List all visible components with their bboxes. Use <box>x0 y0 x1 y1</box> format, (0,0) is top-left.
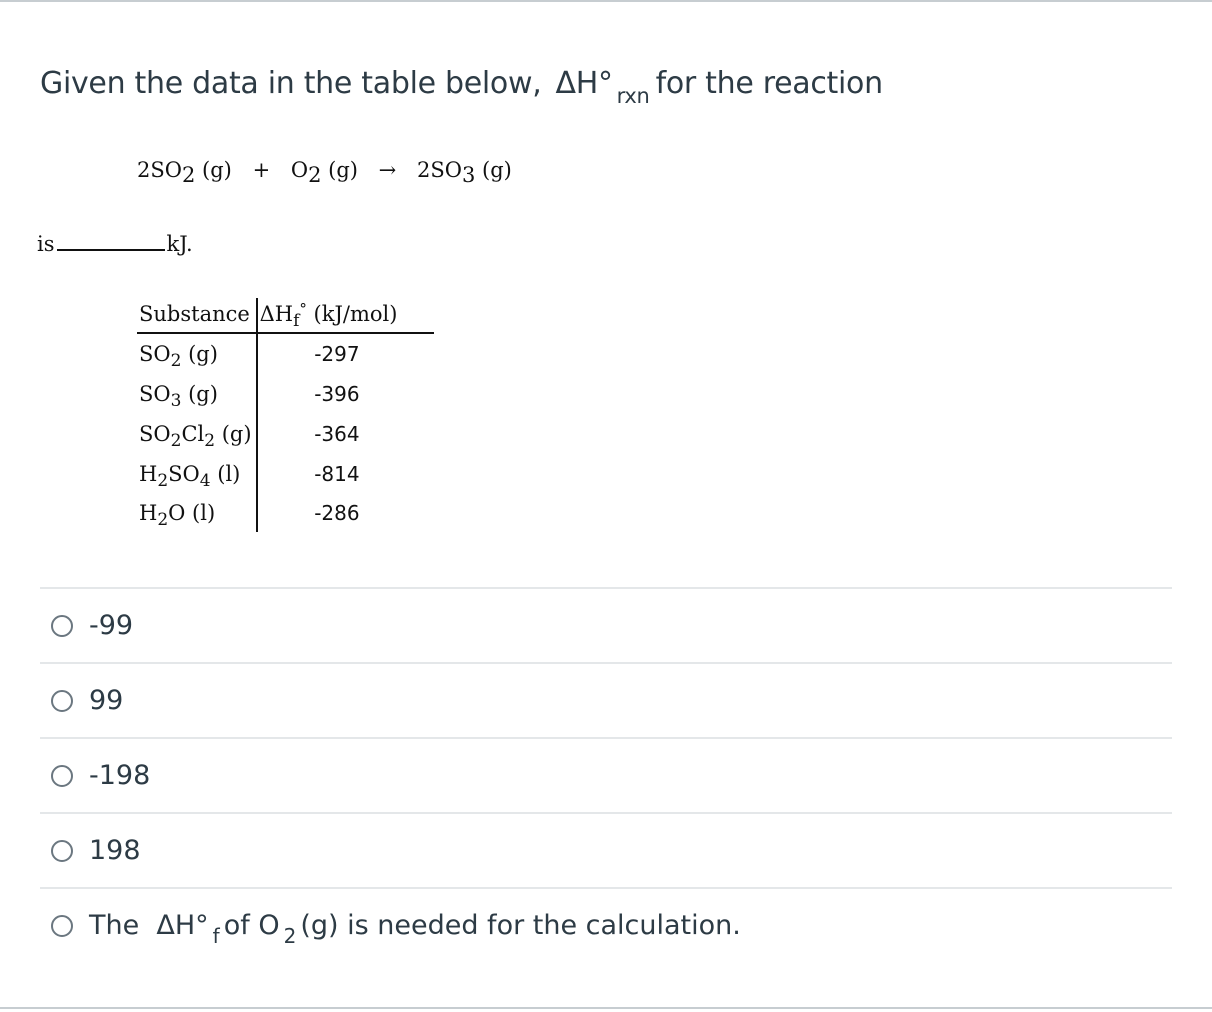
formula-part: O <box>168 501 186 525</box>
reactant2-state: (g) <box>328 158 358 182</box>
question-text <box>40 66 883 108</box>
answer-label[interactable] <box>89 910 741 948</box>
formula-state: (g) <box>181 382 218 406</box>
blank-prefix: is <box>37 232 55 256</box>
product: 2SO <box>416 158 462 182</box>
formula-subscript: 3 <box>170 391 182 411</box>
table-row <box>137 333 434 374</box>
header-enthalpy <box>257 298 434 333</box>
delta-h-symbol: ΔH° <box>555 66 613 101</box>
rxn-subscript: rxn <box>616 84 650 108</box>
formula-subscript: 2 <box>204 431 216 451</box>
enthalpy-value: -814 <box>257 454 434 494</box>
answer-choices <box>40 587 1172 962</box>
table-row <box>137 414 434 454</box>
question-prefix: Given the data in the table below, <box>40 66 542 101</box>
substance-cell <box>137 414 257 454</box>
enthalpy-value: -364 <box>257 414 434 454</box>
plus-sign: + <box>252 158 271 182</box>
enthalpy-value: -297 <box>257 333 434 374</box>
reactant1: 2SO <box>137 158 182 182</box>
radio-button[interactable] <box>51 690 73 712</box>
formula-state: (g) <box>181 342 218 366</box>
blank-unit: kJ. <box>166 232 193 256</box>
formula-subscript: 2 <box>157 510 169 530</box>
answer-text-part: (g) is needed for the calculation. <box>300 910 741 941</box>
formula-part: SO <box>168 462 200 486</box>
reactant1-state: (g) <box>202 158 232 182</box>
answer-f-subscript: f <box>212 924 220 948</box>
answer-label[interactable]: -198 <box>89 760 151 791</box>
reactant2: O <box>290 158 309 182</box>
table-row <box>137 494 434 532</box>
substance-cell <box>137 494 257 532</box>
answer-text-part: of O <box>223 910 280 941</box>
formula-part: SO <box>139 342 171 366</box>
reactant2-subscript: 2 <box>308 163 322 187</box>
table-row <box>137 454 434 494</box>
radio-button[interactable] <box>51 840 73 862</box>
formula-subscript: 2 <box>157 471 169 491</box>
reaction-arrow: → <box>378 158 397 182</box>
formula-subscript: 4 <box>199 471 211 491</box>
product-subscript: 3 <box>461 163 476 187</box>
radio-button[interactable] <box>51 765 73 787</box>
formula-subscript: 2 <box>170 351 182 371</box>
header-unit: (kJ/mol) <box>313 302 398 326</box>
header-degree: ° <box>299 300 307 318</box>
substance-cell <box>137 333 257 374</box>
question-suffix: for the reaction <box>655 66 883 101</box>
reaction-equation <box>137 158 512 187</box>
product-state: (g) <box>482 158 512 182</box>
formula-part: SO <box>139 422 171 446</box>
answer-text-part: The <box>89 910 140 941</box>
answer-option[interactable] <box>40 812 1172 887</box>
answer-label[interactable]: -99 <box>89 610 134 641</box>
answer-blank <box>37 232 193 256</box>
bottom-divider <box>0 1007 1212 1009</box>
formula-part: Cl <box>181 422 205 446</box>
enthalpy-value: -286 <box>257 494 434 532</box>
formula-subscript: 2 <box>170 431 182 451</box>
formula-part: H <box>139 462 158 486</box>
enthalpy-table <box>137 298 434 532</box>
table-row <box>137 374 434 414</box>
formula-state: (l) <box>185 501 216 525</box>
formula-part: SO <box>139 382 171 406</box>
header-substance: Substance <box>137 298 257 333</box>
formula-part: H <box>139 501 158 525</box>
formula-state: (l) <box>210 462 241 486</box>
radio-button[interactable] <box>51 615 73 637</box>
header-dh: ΔH <box>259 302 294 326</box>
answer-option[interactable] <box>40 887 1172 962</box>
answer-delta-h: ΔH° <box>156 910 209 941</box>
answer-option[interactable] <box>40 662 1172 737</box>
answer-option[interactable] <box>40 587 1172 662</box>
substance-cell <box>137 374 257 414</box>
answer-option[interactable] <box>40 737 1172 812</box>
answer-label[interactable]: 99 <box>89 685 124 716</box>
top-divider <box>0 0 1212 2</box>
header-f-subscript: f <box>293 311 300 331</box>
answer-label[interactable]: 198 <box>89 835 141 866</box>
reactant1-subscript: 2 <box>181 163 196 187</box>
formula-state: (g) <box>215 422 252 446</box>
answer-2-subscript: 2 <box>283 924 297 948</box>
enthalpy-value: -396 <box>257 374 434 414</box>
radio-button[interactable] <box>51 915 73 937</box>
substance-cell <box>137 454 257 494</box>
blank-underline <box>57 249 165 251</box>
